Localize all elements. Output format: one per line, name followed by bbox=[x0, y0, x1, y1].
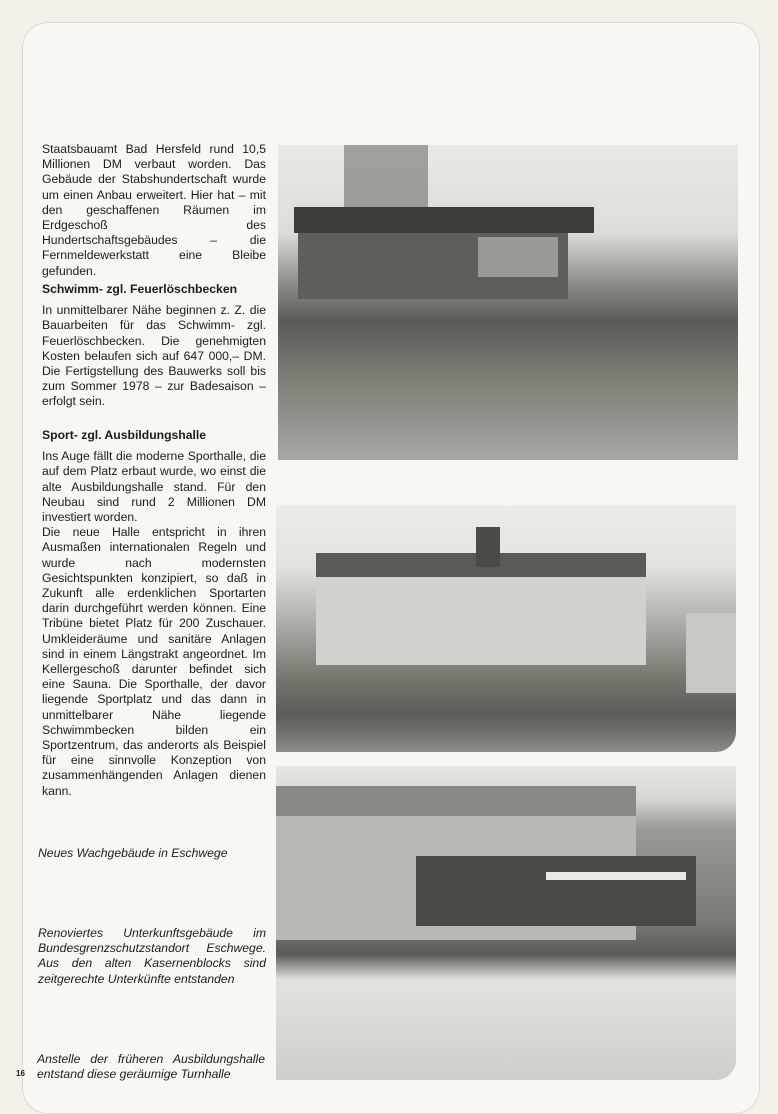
photo-guardhouse bbox=[278, 145, 738, 460]
intro-paragraph: Staatsbauamt Bad Hersfeld rund 10,5 Millionen DM verbaut worden. Das Gebäude der Stabshundertschaft wurde um einen Anbau erweitert. Hier hat – mit den geschaffenen Räumen im Erdgeschoß des Hundertschaftsgebäudes – die Fernmeldewerkstatt eine Bleibe gefunden. bbox=[42, 142, 266, 278]
page-number: 16 bbox=[16, 1069, 25, 1078]
section-hall bbox=[42, 428, 266, 799]
caption-barracks: Renoviertes Unterkunftsgebäude im Bundesgrenzschutzstandort Eschwege. Aus den alten Kasernenblocks sind zeitgerechte Unterkünfte entstanden bbox=[38, 926, 266, 986]
intro-text bbox=[42, 142, 266, 279]
section-paragraph: Die neue Halle entspricht in ihren Ausmaßen internationalen Regeln und wurde nach modernsten Gesichtspunkten konzipiert, so daß in Zukunft alle erdenklichen Sportarten darin durchgeführt werden können. Eine Tribüne bietet Platz für 200 Zuschauer. Umkleideräume und sanitäre Anlagen sind in einem Längstrakt angeordnet. Im Kellergeschoß darunter befindet sich eine Sauna. Die Sporthalle, der davor liegende Sportplatz und das dann in unmittelbarer Nähe liegende Schwimmbecken bilden ein Sportzentrum, das anderorts als Beispiel für eine sinnvolle Konzeption von zusammenhängenden Anlagen dienen kann. bbox=[42, 525, 266, 798]
caption-gym: Anstelle der früheren Ausbildungshalle entstand diese geräumige Turnhalle bbox=[37, 1052, 265, 1082]
section-pool bbox=[42, 282, 266, 410]
caption-guardhouse: Neues Wachgebäude in Eschwege bbox=[38, 846, 228, 860]
photo-barracks bbox=[276, 505, 736, 752]
section-paragraph: In unmittelbarer Nähe beginnen z. Z. die Bauarbeiten für das Schwimm- zgl. Feuerlöschbecken. Die genehmigten Kosten belaufen sich auf 647 000,– DM. Die Fertigstellung des Bauwerks soll bis zum Sommer 1978 – zur Badesaison – erfolgt sein. bbox=[42, 303, 266, 409]
photo-gym bbox=[276, 766, 736, 1080]
section-heading: Schwimm- zgl. Feuerlöschbecken bbox=[42, 282, 238, 296]
section-paragraph: Ins Auge fällt die moderne Sporthalle, die auf dem Platz erbaut wurde, wo einst die alte Ausbildungshalle stand. Für den Neubau sind rund 2 Millionen DM investiert worden. bbox=[42, 449, 266, 525]
section-heading: Sport- zgl. Ausbildungshalle bbox=[42, 428, 207, 442]
